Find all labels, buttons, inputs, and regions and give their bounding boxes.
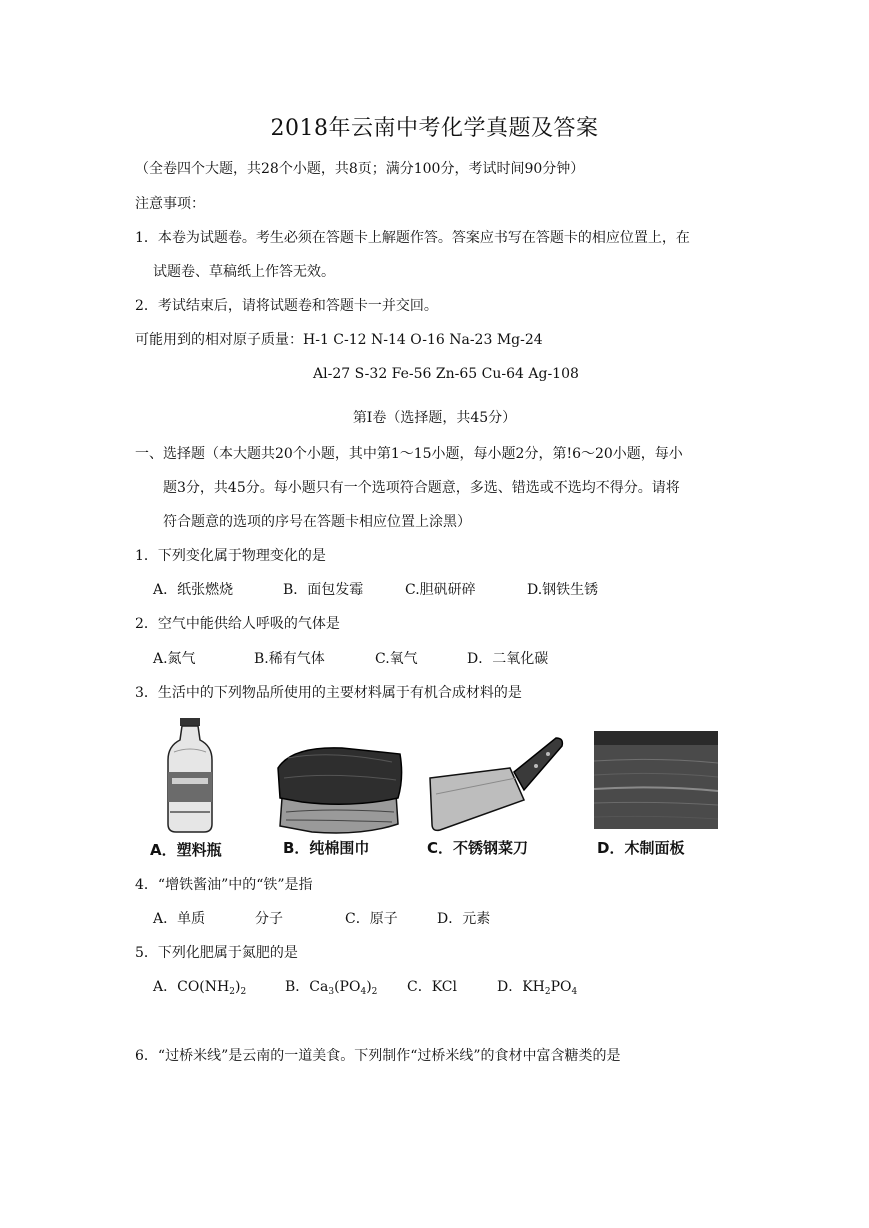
page-title: 2018年云南中考化学真题及答案 bbox=[270, 116, 599, 141]
q5-option-a-text: A．CO(NH bbox=[153, 979, 230, 995]
q1-stem: 1．下列变化属于物理变化的是 bbox=[135, 548, 326, 564]
atomic-mass-line-1: 可能用到的相对原子质量：H-1 C-12 N-14 O-16 Na-23 Mg-24 bbox=[135, 332, 543, 348]
section-1-instructions-line-3: 符合题意的选项的序号在答题卡相应位置上涂黑） bbox=[163, 514, 471, 530]
q4-option-d: D．元素 bbox=[437, 911, 491, 927]
q5-option-d-text: D．KH bbox=[497, 979, 545, 995]
q5-option-a-sub-1: 2 bbox=[229, 987, 235, 997]
q5-option-d-sub-2: 4 bbox=[571, 987, 578, 997]
q4-option-a: A．单质 bbox=[153, 911, 206, 927]
q3-option-d: D．木制面板 bbox=[597, 839, 685, 857]
q2-option-c: C.氧气 bbox=[375, 651, 418, 667]
q4-option-c: C．原子 bbox=[345, 911, 398, 927]
q1-option-a: A．纸张燃烧 bbox=[153, 582, 234, 598]
q2-option-b: B.稀有气体 bbox=[254, 651, 325, 667]
notes-heading: 注意事项： bbox=[135, 196, 205, 212]
q5-option-d-sub-1: 2 bbox=[544, 987, 551, 997]
cleaver-knife-photo bbox=[428, 734, 564, 834]
q1-option-c: C.胆矾研碎 bbox=[405, 582, 476, 598]
q5-option-d-mid: PO bbox=[550, 979, 572, 995]
q5-option-d bbox=[497, 977, 577, 997]
q5-option-b-sub-2: 4 bbox=[360, 987, 367, 997]
atomic-mass-line-2: Al-27 S-32 Fe-56 Zn-65 Cu-64 Ag-108 bbox=[313, 366, 579, 382]
q4-stem: 4．“增铁酱油”中的“铁”是指 bbox=[135, 877, 313, 893]
section-1-instructions-line-1: 一、选择题（本大题共20个小题，其中第1～15小题，每小题2分，第!6～20小题，每小 bbox=[135, 446, 683, 462]
q5-option-b-sub-3: 2 bbox=[371, 987, 378, 997]
q6-stem: 6．“过桥米线”是云南的一道美食。下列制作“过桥米线”的食材中富含糖类的是 bbox=[135, 1048, 621, 1064]
cotton-scarf-photo bbox=[272, 728, 406, 838]
q5-stem: 5．下列化肥属于氮肥的是 bbox=[135, 945, 298, 961]
q3-option-c: C．不锈钢菜刀 bbox=[427, 839, 529, 857]
q5-option-a-mid: ) bbox=[234, 979, 241, 995]
q5-option-b-sub-1: 3 bbox=[328, 987, 335, 997]
q5-option-b-text: B．Ca bbox=[285, 979, 329, 995]
section-1-instructions-line-2: 题3分，共45分。每小题只有一个选项符合题意，多选、错选或不选均不得分。请将 bbox=[163, 480, 680, 496]
q2-stem: 2．空气中能供给人呼吸的气体是 bbox=[135, 616, 340, 632]
q1-option-d: D.钢铁生锈 bbox=[527, 582, 599, 598]
note-2: 2．考试结束后，请将试题卷和答题卡一并交回。 bbox=[135, 298, 438, 314]
wooden-board-photo bbox=[594, 731, 718, 829]
exam-subtitle: （全卷四个大题，共28个小题，共8页；满分100分，考试时间90分钟） bbox=[135, 161, 585, 177]
q5-option-c: C．KCl bbox=[407, 979, 457, 995]
q3-option-a: A．塑料瓶 bbox=[150, 841, 222, 859]
q2-option-d: D．二氧化碳 bbox=[467, 651, 549, 667]
q5-option-a-sub-2: 2 bbox=[240, 987, 247, 997]
section-1-heading: 第Ⅰ卷（选择题，共45分） bbox=[352, 410, 517, 426]
q4-option-b: 分子 bbox=[255, 911, 283, 927]
note-1-line-1: 1．本卷为试题卷。考生必须在答题卡上解题作答。答案应书写在答题卡的相应位置上，在 bbox=[135, 230, 690, 246]
q3-stem: 3．生活中的下列物品所使用的主要材料属于有机合成材料的是 bbox=[135, 685, 522, 701]
note-1-line-2: 试题卷、草稿纸上作答无效。 bbox=[153, 264, 335, 280]
q5-option-a bbox=[153, 977, 246, 997]
q5-option-b-mid: (PO bbox=[334, 979, 361, 995]
q5-option-b bbox=[285, 977, 377, 997]
plastic-bottle-photo bbox=[160, 716, 220, 834]
q3-option-b: B．纯棉围巾 bbox=[283, 839, 370, 857]
q2-option-a: A.氮气 bbox=[153, 651, 196, 667]
q1-option-b: B．面包发霉 bbox=[283, 582, 364, 598]
q5-option-b-close: ) bbox=[366, 979, 372, 995]
